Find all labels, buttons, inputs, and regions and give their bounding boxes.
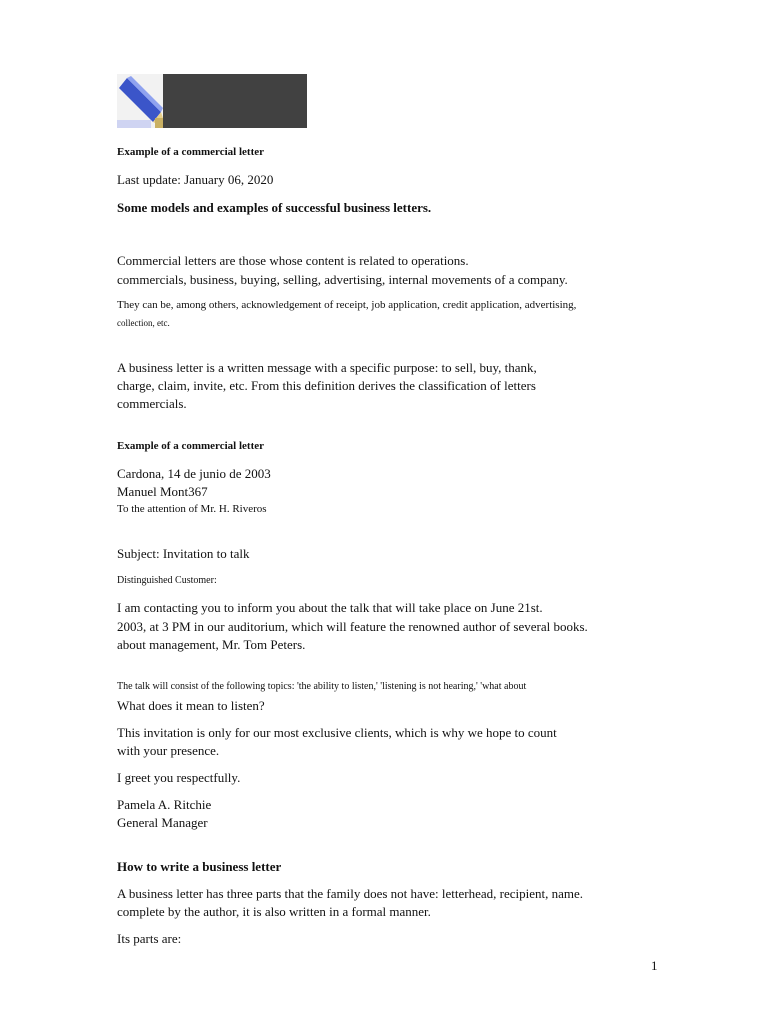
logo [117,74,307,128]
pencil-icon [117,74,163,128]
letter-body-line: The talk will consist of the following topics: 'the ability to listen,' 'listening is not hearing,' 'what about [117,681,527,692]
letter-closing: I greet you respectfully. [117,770,241,785]
letter-subject: Subject: Invitation to talk [117,546,250,561]
page-number: 1 [651,958,658,973]
letter-salutation: Distinguished Customer: [117,575,217,586]
section-title: Example of a commercial letter [117,440,265,452]
letter-attention: To the attention of Mr. H. Riveros [117,503,267,515]
signature-title: General Manager [117,815,208,830]
paragraph-line: commercials. [117,396,187,411]
paragraph-line: They can be, among others, acknowledgement of receipt, job application, credit application, advertising, [117,299,577,311]
paragraph-line: complete by the author, it is also written in a formal manner. [117,904,431,919]
letter-body-line: with your presence. [117,743,220,758]
letter-body-line: about management, Mr. Tom Peters. [117,637,306,652]
paragraph-line: commercials, business, buying, selling, advertising, internal movements of a company. [117,272,568,287]
letter-body-line: 2003, at 3 PM in our auditorium, which will feature the renowned author of several books. [117,619,588,634]
paragraph-line: A business letter is a written message with a specific purpose: to sell, buy, thank, [117,360,537,375]
letter-city-date: Cardona, 14 de junio de 2003 [117,466,271,481]
paragraph-line: Commercial letters are those whose content is related to operations. [117,253,469,268]
letter-body-line: What does it mean to listen? [117,698,265,713]
paragraph-line: charge, claim, invite, etc. From this definition derives the classification of letters [117,378,536,393]
section-title: Example of a commercial letter [117,146,265,158]
paragraph-line: Its parts are: [117,931,182,946]
letter-addressee: Manuel Mont367 [117,484,208,499]
signature-name: Pamela A. Ritchie [117,797,212,812]
letter-body-line: This invitation is only for our most exclusive clients, which is why we hope to count [117,725,557,740]
paragraph-line: A business letter has three parts that the family does not have: letterhead, recipient, name. [117,886,584,901]
section-title: How to write a business letter [117,859,282,874]
letter-body-line: I am contacting you to inform you about the talk that will take place on June 21st. [117,600,543,615]
last-update: Last update: January 06, 2020 [117,172,274,187]
subtitle: Some models and examples of successful business letters. [117,200,432,215]
paragraph-line: collection, etc. [117,318,170,328]
